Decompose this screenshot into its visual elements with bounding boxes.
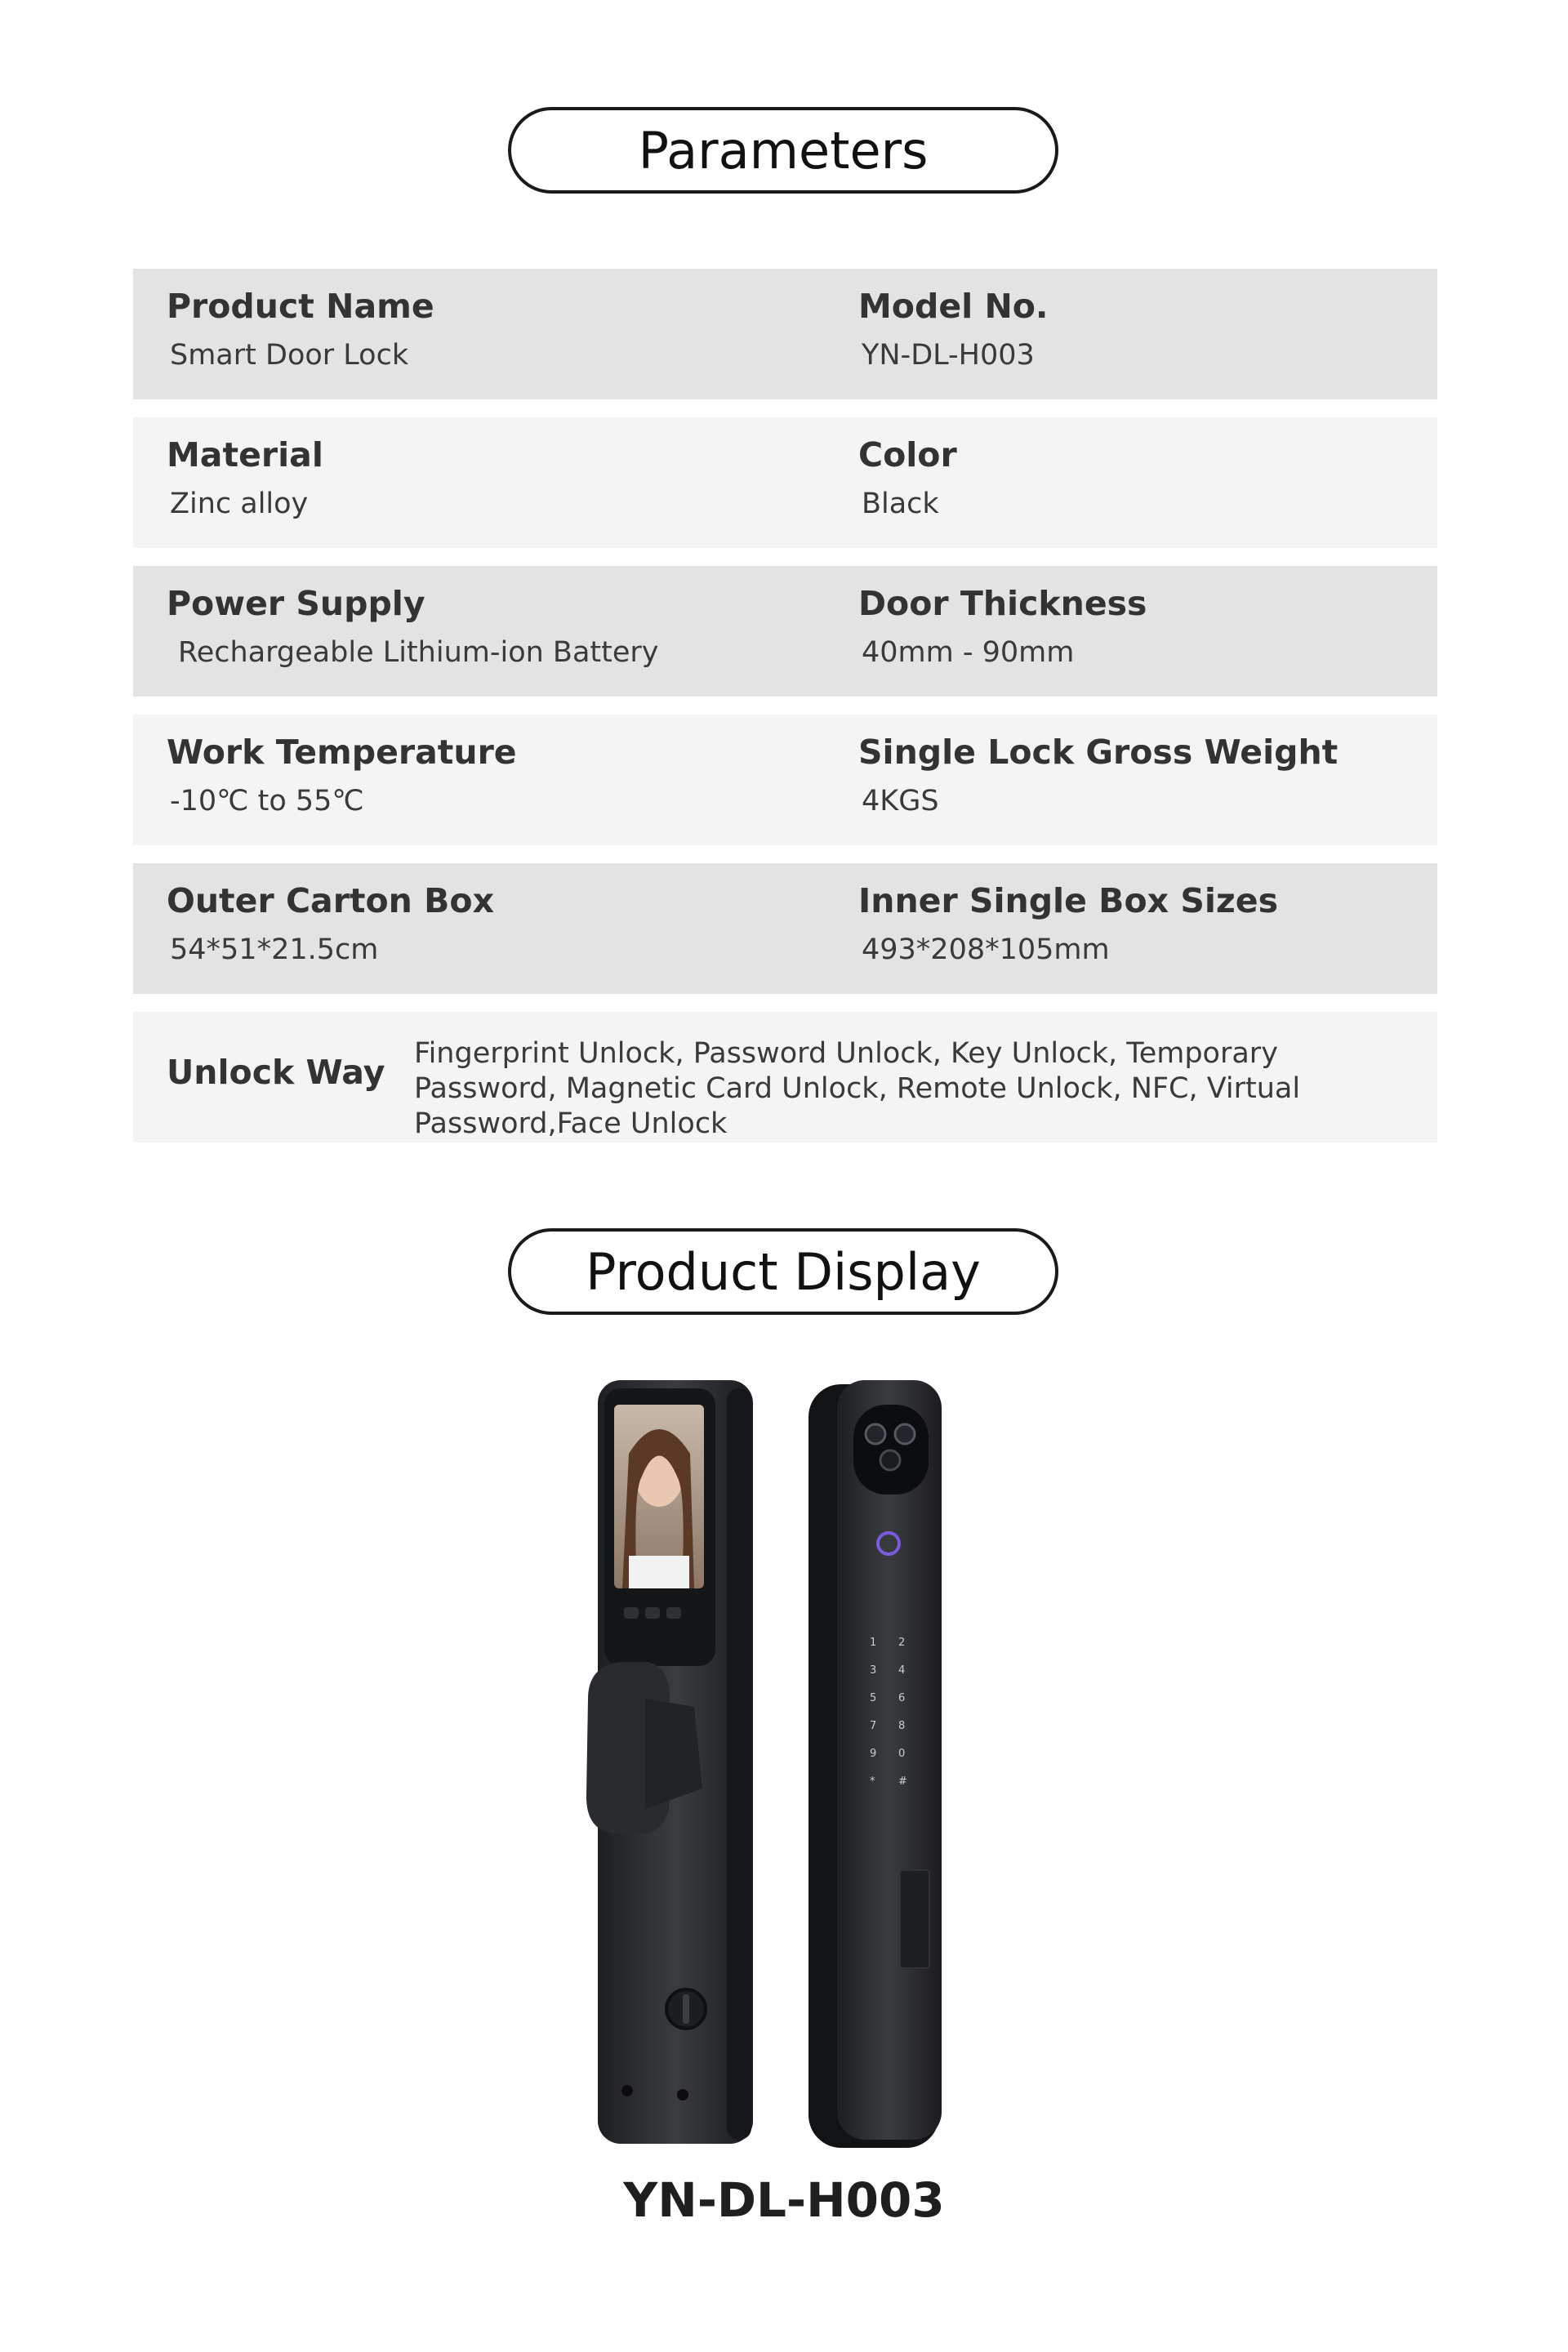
product-display-title <box>508 1228 1058 1315</box>
card-reader-panel <box>900 1870 929 1968</box>
param-value: -10℃ to 55℃ <box>170 785 364 817</box>
parameters-title <box>508 107 1058 194</box>
param-label: Power Supply <box>167 584 425 623</box>
lock-front-edge <box>727 1388 751 2140</box>
parameters-title-text: Parameters <box>638 120 929 180</box>
param-row-outer-carton <box>133 863 1437 994</box>
product-image <box>523 1356 1045 2156</box>
screen-button-icon <box>666 1607 681 1619</box>
unlock-way-label: Unlock Way <box>167 1053 385 1092</box>
screen-shirt-icon <box>629 1556 689 1588</box>
param-value: Black <box>862 488 939 520</box>
param-row-material <box>133 417 1437 548</box>
param-row-power-supply <box>133 566 1437 697</box>
param-value: Zinc alloy <box>170 488 309 520</box>
param-label: Inner Single Box Sizes <box>858 881 1278 920</box>
param-value: 54*51*21.5cm <box>170 933 379 966</box>
param-value: 4KGS <box>862 785 939 817</box>
param-row-work-temperature <box>133 715 1437 845</box>
product-model-caption: YN-DL-H003 <box>623 2172 945 2228</box>
keypad-digit: 6 <box>898 1692 906 1704</box>
product-display-title-text: Product Display <box>586 1241 981 1302</box>
param-value: YN-DL-H003 <box>862 339 1035 372</box>
keypad-digit: * <box>870 1775 875 1788</box>
keypad-digit: 4 <box>898 1664 906 1677</box>
param-label: Outer Carton Box <box>167 881 495 920</box>
screw-icon <box>677 2089 688 2100</box>
param-value: Rechargeable Lithium-ion Battery <box>178 636 659 669</box>
param-value: 40mm - 90mm <box>862 636 1075 669</box>
smart-lock-illustration <box>523 1356 1045 2156</box>
keypad-digit: 5 <box>870 1692 877 1704</box>
screen-button-icon <box>624 1607 639 1619</box>
camera-lens-icon <box>895 1424 915 1444</box>
screw-icon <box>621 2085 633 2096</box>
param-row-product-name <box>133 269 1437 399</box>
keypad-digit: # <box>898 1775 907 1788</box>
param-label: Product Name <box>167 287 434 326</box>
keypad-digit: 1 <box>870 1637 877 1649</box>
keypad-digit: 9 <box>870 1748 877 1760</box>
keypad-digit: 7 <box>870 1720 877 1732</box>
keypad-digit: 2 <box>898 1637 906 1649</box>
param-label: Door Thickness <box>858 584 1147 623</box>
unlock-way-value: Fingerprint Unlock, Password Unlock, Key Unlock, Temporary Password, Magnetic Card Unlock, Remote Unlock, NFC, Virtual Password,Face Unlock <box>414 1037 1301 1140</box>
key-slot-icon <box>683 1994 689 2024</box>
lock-front-view <box>586 1380 753 2144</box>
param-value: Smart Door Lock <box>170 339 409 372</box>
keypad-digit: 3 <box>870 1664 877 1677</box>
keypad-digit: 0 <box>898 1748 906 1760</box>
lock-side-view <box>808 1380 942 2148</box>
camera-lens-icon <box>880 1450 900 1470</box>
param-label: Color <box>858 435 957 474</box>
param-label: Single Lock Gross Weight <box>858 733 1339 772</box>
camera-lens-icon <box>866 1424 885 1444</box>
param-label: Work Temperature <box>167 733 517 772</box>
param-label: Material <box>167 435 323 474</box>
param-label: Model No. <box>858 287 1049 326</box>
keypad-digit: 8 <box>898 1720 906 1732</box>
param-row-unlock-way <box>133 1012 1437 1143</box>
param-value: 493*208*105mm <box>862 933 1110 966</box>
screen-button-icon <box>645 1607 660 1619</box>
